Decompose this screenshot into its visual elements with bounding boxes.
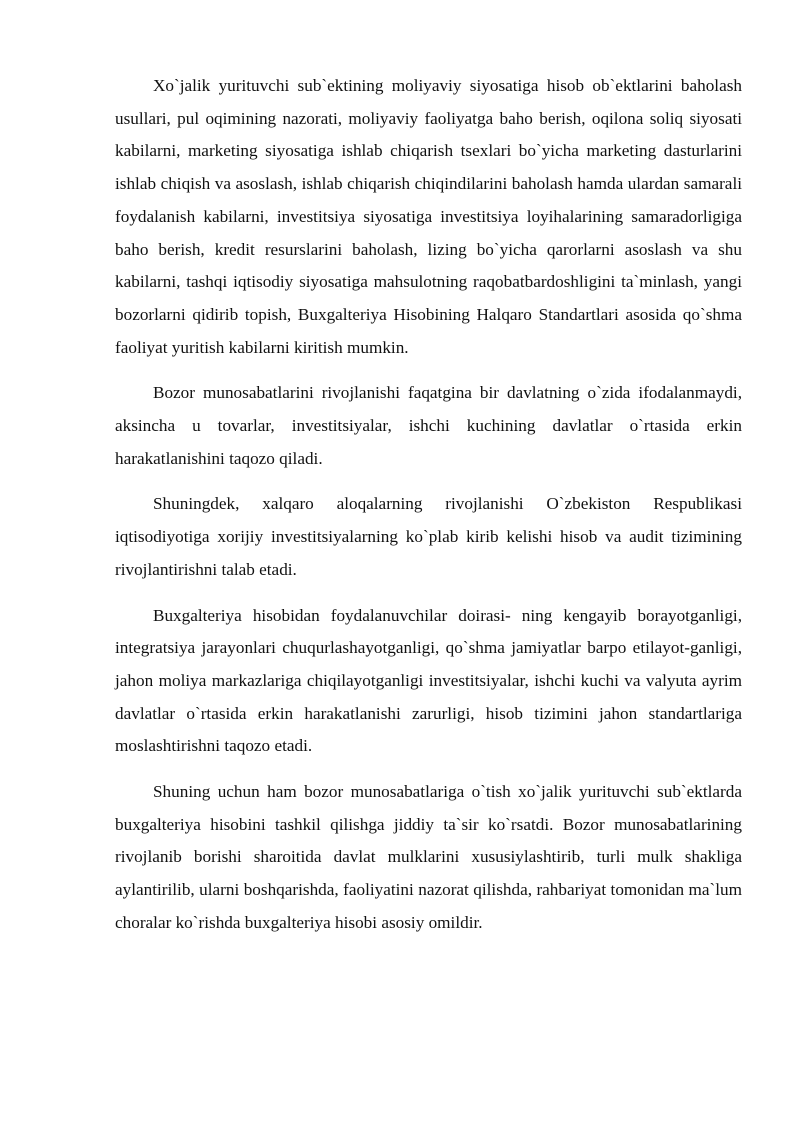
paragraph-international-relations: Shuningdek, xalqaro aloqalarning rivojlanishi O`zbekiston Respublikasi iqtisodiyotiga xorijiy investitsiyalarning ko`plab kirib kelishi hisob va audit tizimining rivojlantirishni talab etadi. (115, 494, 742, 579)
paragraph-accounting-users: Buxgalteriya hisobidan foydalanuvchilar doirasi- ning kengayib borayotganligi, integratsiya jarayonlari chuqurlashayotganligi, qo`shma jamiyatlar barpo etilayot-ganligi, jahon moliya markazlariga chiqilayotganligi investitsiyalar, ishchi kuchi va valyuta ayrim davlatlar o`rtasida erkin harakatlanishi zarurligi, hisob tizimini jahon standartlariga moslashtirishni taqozo etadi. (115, 605, 742, 756)
document-page (115, 70, 742, 953)
paragraph-market-relations: Bozor munosabatlarini rivojlanishi faqatgina bir davlatning o`zida ifodalanmaydi, aksincha u tovarlar, investitsiyalar, ishchi kuchining davlatlar o`rtasida erkin harakatlanishini taqozo qiladi. (115, 383, 742, 468)
paragraph-financial-policy: Xo`jalik yurituvchi sub`ektining moliyaviy siyosatiga hisob ob`ektlarini baholash usullari, pul oqimining nazorati, moliyaviy faoliyatga baho berish, oqilona soliq siyosati kabilarni, marketing siyosatiga ishlab chiqarish tsexlari bo`yicha marketing dasturlarini ishlab chiqish va asoslash, ishlab chiqarish chiqindilarini baholash hamda ulardan samarali foydalanish kabilarni, investitsiya siyosatiga investitsiya loyihalarining samaradorligiga baho berish, kredit resurslarini baholash, lizing bo`yicha qarorlarni asoslash va shu kabilarni, tashqi iqtisodiy siyosatiga mahsulotning raqobatbardoshligini ta`minlash, yangi bozorlarni qidirib topish, Buxgalteriya Hisobining Halqaro Standartlari asosida qo`shma faoliyat yuritish kabilarni kiritish mumkin. (115, 76, 742, 357)
paragraph-transition-market: Shuning uchun ham bozor munosabatlariga o`tish xo`jalik yurituvchi sub`ektlarda buxgalteriya hisobini tashkil qilishga jiddiy ta`sir ko`rsatdi. Bozor munosabatlarining rivojlanib borishi sharoitida davlat mulklarini xususiylashtirib, turli mulk shakliga aylantirilib, ularni boshqarishda, faoliyatini nazorat qilishda, rahbariyat tomonidan ma`lum choralar ko`rishda buxgalteriya hisobi asosiy omildir. (115, 782, 742, 932)
